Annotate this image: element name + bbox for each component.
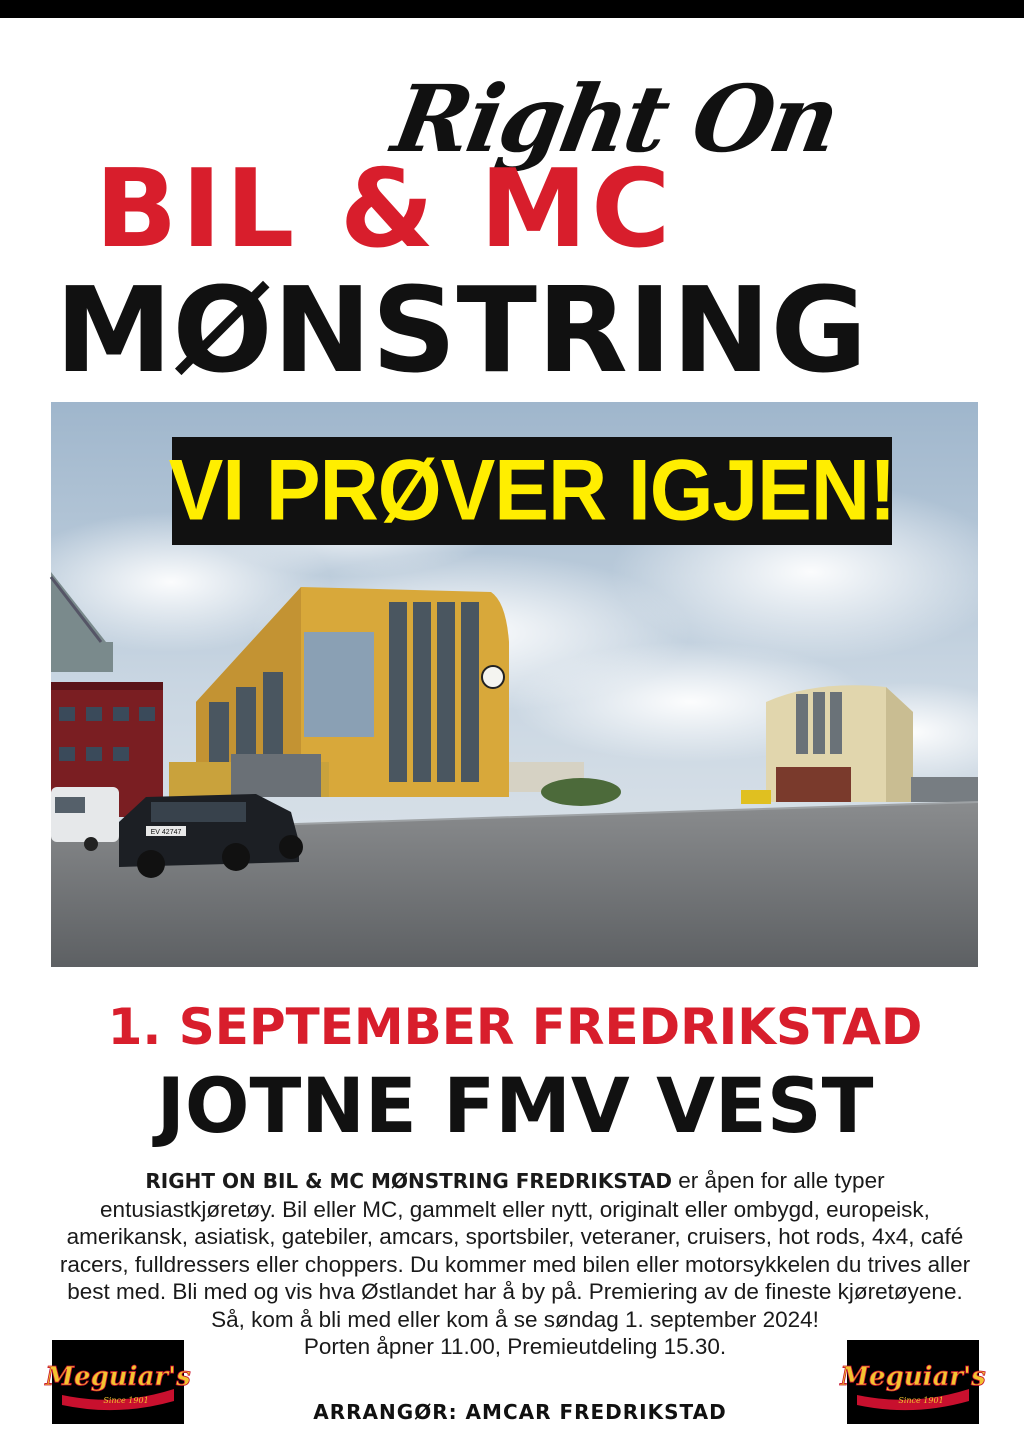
- event-venue: JOTNE FMV VEST: [156, 1061, 874, 1150]
- svg-text:Meguiar's: Meguiar's: [840, 1362, 986, 1392]
- description-line-4: racers, fulldressers eller choppers. Du kommer med bilen eller motorsykkelen du trives aller: [59, 1251, 971, 1277]
- event-date-location: 1. SEPTEMBER FREDRIKSTAD: [107, 998, 923, 1056]
- svg-text:Since 1901: Since 1901: [103, 1396, 149, 1405]
- organizer-line: ARRANGØR: AMCAR FREDRIKSTAD: [313, 1400, 727, 1424]
- banner-text: VI PRØVER IGJEN!: [168, 442, 896, 539]
- meguiars-logo-graphic: [840, 1347, 986, 1417]
- event-description: [52, 1167, 978, 1361]
- description-line-7: Porten åpner 11.00, Premieutdeling 15.30.: [303, 1334, 727, 1359]
- description-line-5: best med. Bli med og vis hva Østlandet har å by på. Premiering av de fineste kjøretøyene.: [67, 1279, 963, 1304]
- meguiars-logo-left: [45, 1340, 191, 1424]
- top-border-bar: [0, 0, 1024, 18]
- description-line-1-rest: er åpen for alle typer: [671, 1168, 885, 1193]
- description-line-6: Så, kom å bli med eller kom å se søndag 1. september 2024!: [211, 1306, 819, 1332]
- description-line-1: [52, 1167, 978, 1196]
- script-title-right-on: Right On: [385, 65, 845, 173]
- svg-text:Since 1901: Since 1901: [898, 1396, 944, 1405]
- svg-text:Meguiar's: Meguiar's: [45, 1362, 191, 1392]
- description-line-2: entusiastkjøretøy. Bil eller MC, gammelt eller nytt, originalt eller ombygd, europeisk,: [100, 1196, 930, 1222]
- meguiars-logo-graphic: [45, 1347, 191, 1417]
- banner-vi-prover-igjen: [168, 437, 896, 545]
- description-bold-lead: RIGHT ON BIL & MC MØNSTRING FREDRIKSTAD: [145, 1169, 672, 1193]
- license-plate-text: EV 42747: [150, 829, 182, 836]
- meguiars-logo-right: [840, 1340, 986, 1424]
- headline-monstring: MØNSTRING: [55, 261, 868, 399]
- headline-bil-mc: BIL & MC: [95, 147, 675, 272]
- description-line-3: amerikansk, asiatisk, gatebiler, amcars, sportsbiler, veteraner, cruisers, hot rods, 4x4, café: [66, 1224, 964, 1249]
